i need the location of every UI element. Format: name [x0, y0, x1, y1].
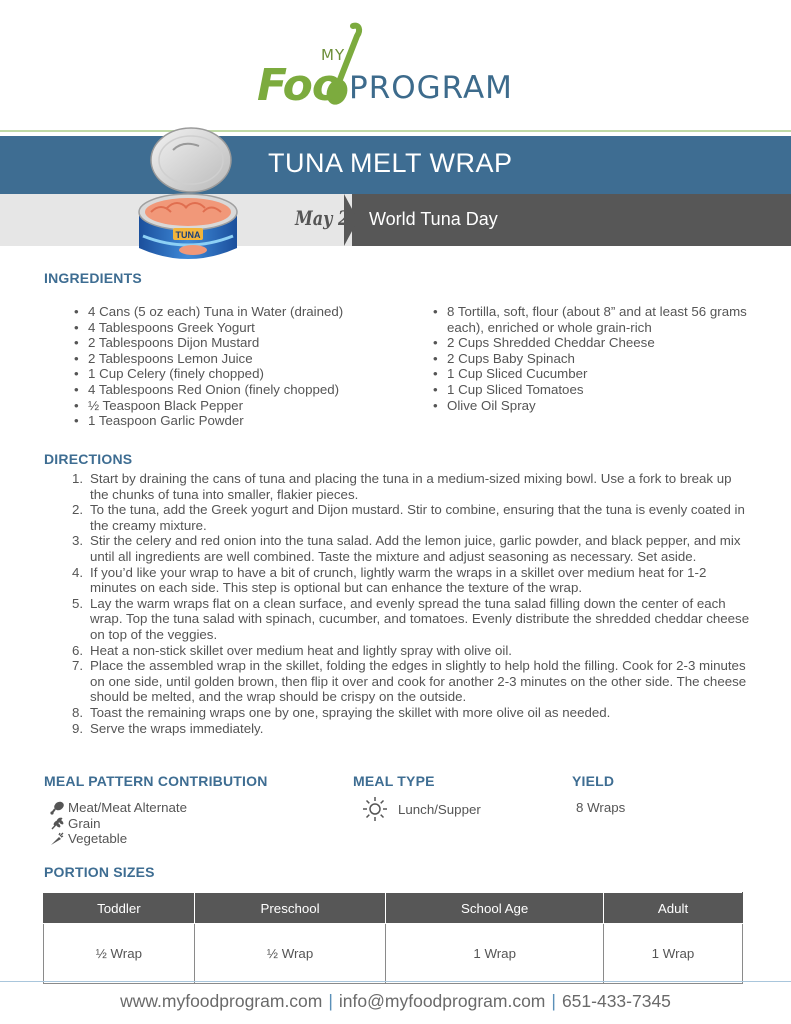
meal-pattern-label: Meat/Meat Alternate	[68, 800, 187, 815]
yield-value: 8 Wraps	[576, 800, 626, 815]
step-text: To the tuna, add the Greek yogurt and Dijon mustard. Stir to combine, ensuring that the tuna is evenly coated in the creamy mixture.	[90, 502, 745, 533]
step-number: 1.	[72, 471, 84, 486]
ingredient-item: • 4 Cans (5 oz each) Tuna in Water (drained)	[74, 304, 414, 320]
portion-header-preschool: Preschool	[194, 893, 386, 924]
ingredient-item: • 2 Cups Shredded Cheddar Cheese	[433, 335, 753, 351]
step-text: Toast the remaining wraps one by one, spraying the skillet with more olive oil as needed.	[90, 704, 611, 720]
date-band	[0, 194, 791, 246]
ingredient-item: • 4 Tablespoons Greek Yogurt	[74, 320, 414, 336]
step-number: 8.	[72, 704, 84, 720]
brand-my: MY	[321, 46, 346, 64]
direction-step	[72, 565, 752, 596]
portion-header-adult: Adult	[603, 893, 742, 924]
footer-email-link[interactable]: info@myfoodprogram.com	[338, 991, 546, 1011]
step-text: Heat a non-stick skillet over medium heat and lightly spray with olive oil.	[90, 642, 512, 658]
directions-heading: DIRECTIONS	[44, 451, 133, 467]
ingredient-item: • 1 Cup Sliced Tomatoes	[433, 382, 753, 398]
ingredient-item: • 2 Cups Baby Spinach	[433, 351, 753, 367]
ingredient-item: • Olive Oil Spray	[433, 398, 753, 414]
meal-type-label: Lunch/Supper	[398, 801, 481, 817]
portion-header-school-age: School Age	[386, 893, 604, 924]
direction-step	[72, 658, 752, 705]
ingredient-item: • 4 Tablespoons Red Onion (finely chopped)	[74, 382, 414, 398]
carrot-icon	[50, 832, 64, 846]
chevron-shape	[344, 194, 358, 246]
portion-value-preschool: ½ Wrap	[194, 924, 386, 984]
can-label: TUNA	[175, 230, 201, 240]
step-number: 5.	[72, 595, 84, 611]
step-number: 4.	[72, 564, 84, 580]
step-text: Start by draining the cans of tuna and placing the tuna in a medium-sized mixing bowl. Use a fork to break up the chunks of tuna into smaller, flakier pieces.	[90, 471, 732, 502]
ingredient-item: • 1 Cup Sliced Cucumber	[433, 366, 753, 382]
footer-phone: 651-433-7345	[561, 991, 671, 1011]
direction-step	[72, 705, 752, 721]
step-number: 2.	[72, 502, 84, 518]
step-number: 7.	[72, 658, 84, 674]
event-name: World Tuna Day	[369, 209, 498, 229]
ingredient-item: • ½ Teaspoon Black Pepper	[74, 398, 414, 414]
ingredient-item: • 2 Tablespoons Lemon Juice	[74, 351, 414, 367]
meal-pattern-heading: MEAL PATTERN CONTRIBUTION	[44, 773, 268, 789]
meal-pattern-label: Grain	[68, 815, 101, 831]
direction-step	[72, 596, 752, 643]
step-text: If you’d like your wrap to have a bit of crunch, lightly warm the wraps in a skillet over medium heat for 1-2 minutes on each side. This step is optional but can enhance the texture of the wrap.	[90, 564, 707, 596]
footer-website-link[interactable]: www.myfoodprogram.com	[120, 991, 323, 1011]
brand-logo	[255, 22, 545, 112]
ingredient-item: • 1 Teaspoon Garlic Powder	[74, 413, 414, 429]
ingredient-item: • 1 Cup Celery (finely chopped)	[74, 366, 414, 382]
meal-pattern-item	[50, 831, 187, 847]
step-text: Lay the warm wraps flat on a clean surface, and evenly spread the tuna salad filling down the center of each wrap. Top the tuna salad with spinach, cucumber, and tomatoes. Evenly distribute the shredded cheddar cheese on top of the veggies.	[90, 595, 750, 642]
header-divider	[0, 130, 791, 132]
portion-header-row	[44, 893, 743, 924]
portion-value-toddler: ½ Wrap	[44, 924, 195, 984]
portion-header-toddler: Toddler	[44, 893, 195, 924]
step-text: Serve the wraps immediately.	[90, 720, 264, 736]
drumstick-icon	[50, 801, 64, 815]
brand-food: Foo	[257, 60, 342, 111]
footer-separator: |	[551, 991, 556, 1011]
meal-type-value	[362, 796, 481, 822]
direction-step	[72, 721, 752, 737]
portion-value-school-age: 1 Wrap	[386, 924, 604, 984]
direction-step	[72, 533, 752, 564]
ingredient-item: • 8 Tortilla, soft, flour (about 8” and at least 56 grams each), enriched or whole grain-rich	[433, 304, 753, 335]
event-date: May 2	[295, 206, 350, 230]
footer-contact	[0, 991, 791, 1012]
ingredients-list-right	[433, 304, 753, 413]
title-band	[0, 136, 791, 194]
direction-step	[72, 471, 752, 502]
footer-separator: |	[328, 991, 333, 1011]
yield-heading: YIELD	[572, 773, 615, 789]
meal-pattern-list	[50, 800, 187, 847]
meal-pattern-item	[50, 816, 187, 832]
step-number: 9.	[72, 720, 84, 736]
wheat-icon	[50, 816, 64, 830]
meal-pattern-label: Vegetable	[68, 831, 128, 847]
ingredients-heading: INGREDIENTS	[44, 270, 142, 286]
directions-list	[72, 471, 752, 736]
step-number: 3.	[72, 533, 84, 549]
step-number: 6.	[72, 642, 84, 658]
ingredient-item: • 2 Tablespoons Dijon Mustard	[74, 335, 414, 351]
ingredients-list-left	[74, 304, 414, 429]
portion-sizes-heading: PORTION SIZES	[44, 864, 155, 880]
recipe-title: TUNA MELT WRAP	[268, 148, 513, 178]
meal-pattern-item	[50, 800, 187, 816]
tuna-can-illustration	[133, 120, 243, 268]
footer-divider	[0, 981, 791, 982]
step-text: Place the assembled wrap in the skillet, folding the edges in slightly to help hold the filling. Cook for 2-3 minutes on one side, until golden brown, then flip it over and cook for another 2-3 minutes on the other side. The cheese should be melted, and the wrap should be crispy on the outside.	[90, 658, 747, 705]
direction-step	[72, 643, 752, 659]
direction-step	[72, 502, 752, 533]
portion-value-row	[44, 924, 743, 984]
portion-table	[43, 892, 743, 984]
brand-program: PROGRAM	[349, 70, 513, 106]
sun-icon	[362, 796, 388, 822]
portion-value-adult: 1 Wrap	[603, 924, 742, 984]
meal-type-heading: MEAL TYPE	[353, 773, 435, 789]
step-text: Stir the celery and red onion into the tuna salad. Add the lemon juice, garlic powder, and black pepper, and mix until all ingredients are well combined. Taste the mixture and adjust seasoning as necessary. Set aside.	[90, 533, 741, 564]
